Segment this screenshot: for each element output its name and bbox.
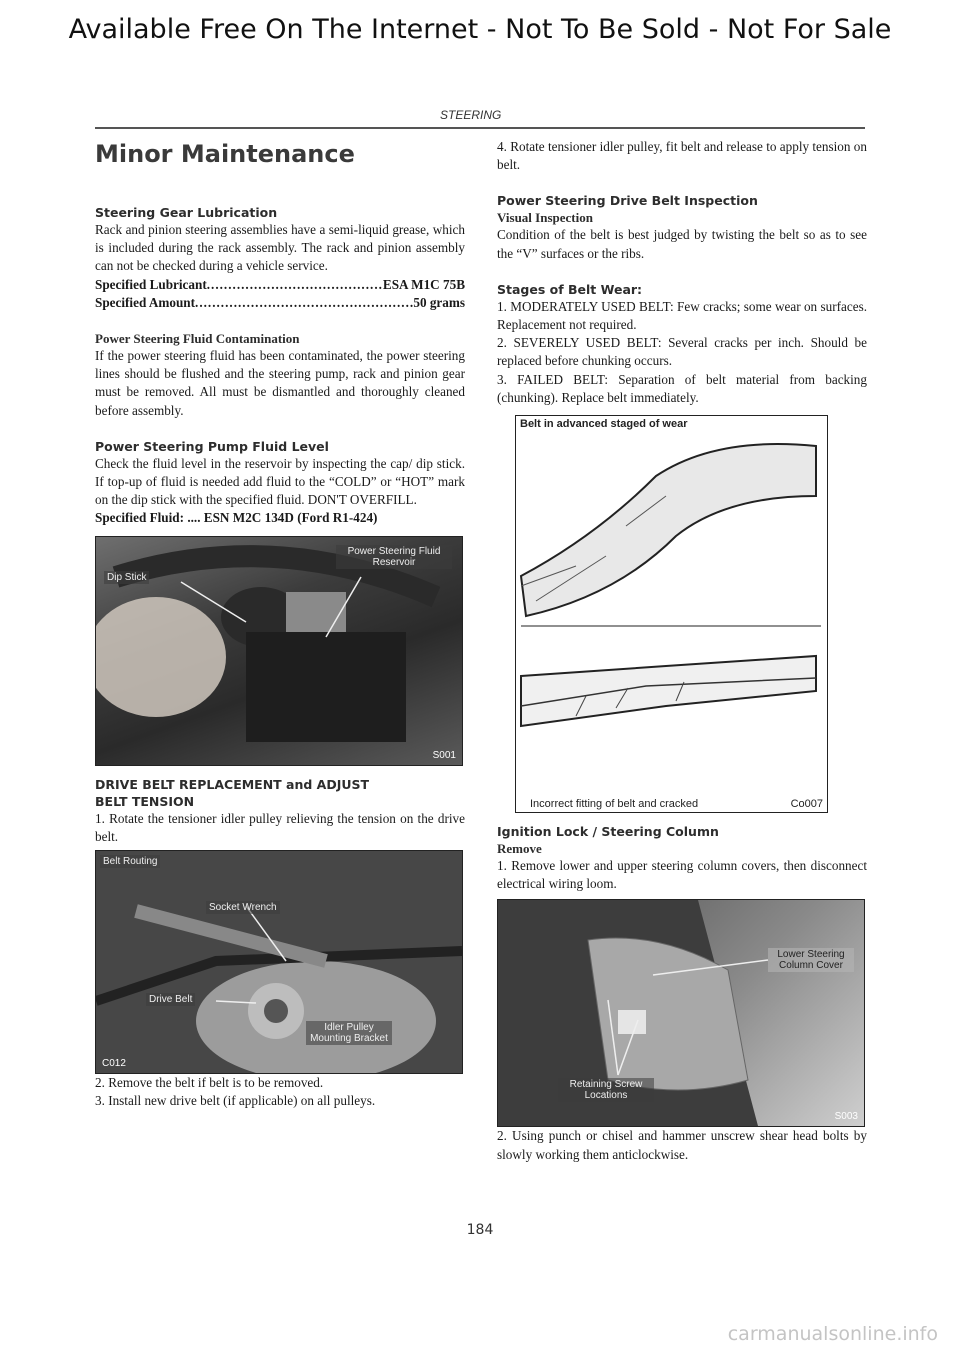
spec-lubricant [95,276,465,294]
spec-amount [95,294,465,312]
contamination-heading: Power Steering Fluid Contamination [95,331,300,347]
wear-stage-1: 1. MODERATELY USED BELT: Few cracks; some wear on surfaces. Replacement not required. [497,298,867,333]
label-drive-belt: Drive Belt [146,993,195,1006]
belt-heading-line1: DRIVE BELT REPLACEMENT and ADJUST [95,776,370,792]
belt-inspection-heading: Power Steering Drive Belt Inspection [497,193,758,209]
label-dip-stick: Dip Stick [104,571,149,584]
photo-code: S001 [432,749,456,761]
remove-step-2: 2. Using punch or chisel and hammer unscrew shear head bolts by slowly working them anticlockwise. [497,1128,867,1162]
remove-step-1: 1. Remove lower and upper steering column covers, then disconnect electrical wiring loom. [497,858,867,892]
photo-code: C012 [102,1058,126,1070]
label-retaining-screws: Retaining Screw Locations [558,1078,654,1102]
wear-stage-3: 3. FAILED BELT: Separation of belt material from backing (chunking). Replace belt immediately. [497,371,867,405]
belt-wear-illustration [516,416,827,812]
ignition-lock-heading: Ignition Lock / Steering Column [497,824,719,840]
footer-watermark: carmanualsonline.info [727,1323,938,1345]
belt-heading-line2: BELT TENSION [95,793,195,809]
header-rule [95,127,865,129]
spec-fluid: Specified Fluid: .... ESN M2C 134D (Ford R1-424) [95,510,378,526]
photo-code: S003 [834,1111,858,1123]
visual-inspection-text: Condition of the belt is best judged by twisting the belt so as to see the “V” surfaces or the ribs. [497,227,867,261]
belt-wear-figure [515,415,828,813]
contamination-text: If the power steering fluid has been contaminated, the power steering lines should be flushed and the steering pump, rack and pinion gear must be removed. All must be dismantled and thoroughly cleaned before assembly. [95,348,465,418]
label-lower-column-cover: Lower Steering Column Cover [768,948,854,972]
gear-lube-heading: Steering Gear Lubrication [95,205,278,220]
leader-dots [195,294,413,312]
belt-step-4: 4. Rotate tensioner idler pulley, fit belt and release to apply tension on belt. [497,139,867,173]
belt-step-2: 2. Remove the belt if belt is to be removed. [95,1075,324,1091]
steering-column-photo [497,899,865,1127]
label-belt-routing: Belt Routing [100,855,160,868]
right-column [497,138,867,1164]
label-idler-bracket: Idler Pulley Mounting Bracket [306,1021,392,1045]
remove-heading: Remove [497,841,542,857]
label-socket-wrench: Socket Wrench [206,901,280,914]
belt-removal-illustration [96,851,462,1073]
visual-inspection-heading: Visual Inspection [497,210,593,226]
spec-amount-key: Specified Amount [95,294,196,310]
left-column [95,138,465,1110]
fluid-level-heading: Power Steering Pump Fluid Level [95,438,329,454]
leader-dots [207,276,383,294]
reservoir-photo [95,536,463,766]
gear-lube-text: Rack and pinion steering assemblies have a semi-liquid grease, which is included during the rack assembly. The rack and pinion assembly can not be checked during a vehicle service. [95,222,465,274]
page-title: Minor Maintenance [95,140,355,168]
steering-column-illustration [498,900,864,1126]
belt-removal-photo [95,850,463,1074]
label-reservoir: Power Steering Fluid Reservoir [336,545,452,569]
spec-lubricant-value: ESA M1C 75B [382,276,465,292]
page-number: 184 [466,1222,494,1238]
reservoir-photo-illustration [96,537,462,765]
figure-code: Co007 [790,798,823,811]
spec-lubricant-key: Specified Lubricant [95,276,207,292]
watermark-banner: Available Free On The Internet - Not To Be Sold - Not For Sale [68,14,892,45]
fluid-level-text: Check the fluid level in the reservoir by inspecting the cap/ dip stick. If top-up of fluid is needed add fluid to the “COLD” or “HOT” mark on the dip stick with the specified fluid. DON'T OVERFILL. [95,455,465,508]
belt-step-1: 1. Rotate the tensioner idler pulley relieving the tension on the drive belt. [95,810,465,844]
section-header: STEERING [440,108,502,122]
figure-caption-bottom: Incorrect fitting of belt and cracked [530,798,699,811]
belt-replacement-heading [95,776,465,810]
spec-amount-value: 50 grams [413,294,465,310]
belt-step-3: 3. Install new drive belt (if applicable) on all pulleys. [95,1093,376,1109]
belt-wear-heading: Stages of Belt Wear: [497,281,643,297]
wear-stage-2: 2. SEVERELY USED BELT: Several cracks per inch. Should be replaced before chunking occurs. [497,335,867,369]
figure-caption-top: Belt in advanced staged of wear [520,418,688,431]
